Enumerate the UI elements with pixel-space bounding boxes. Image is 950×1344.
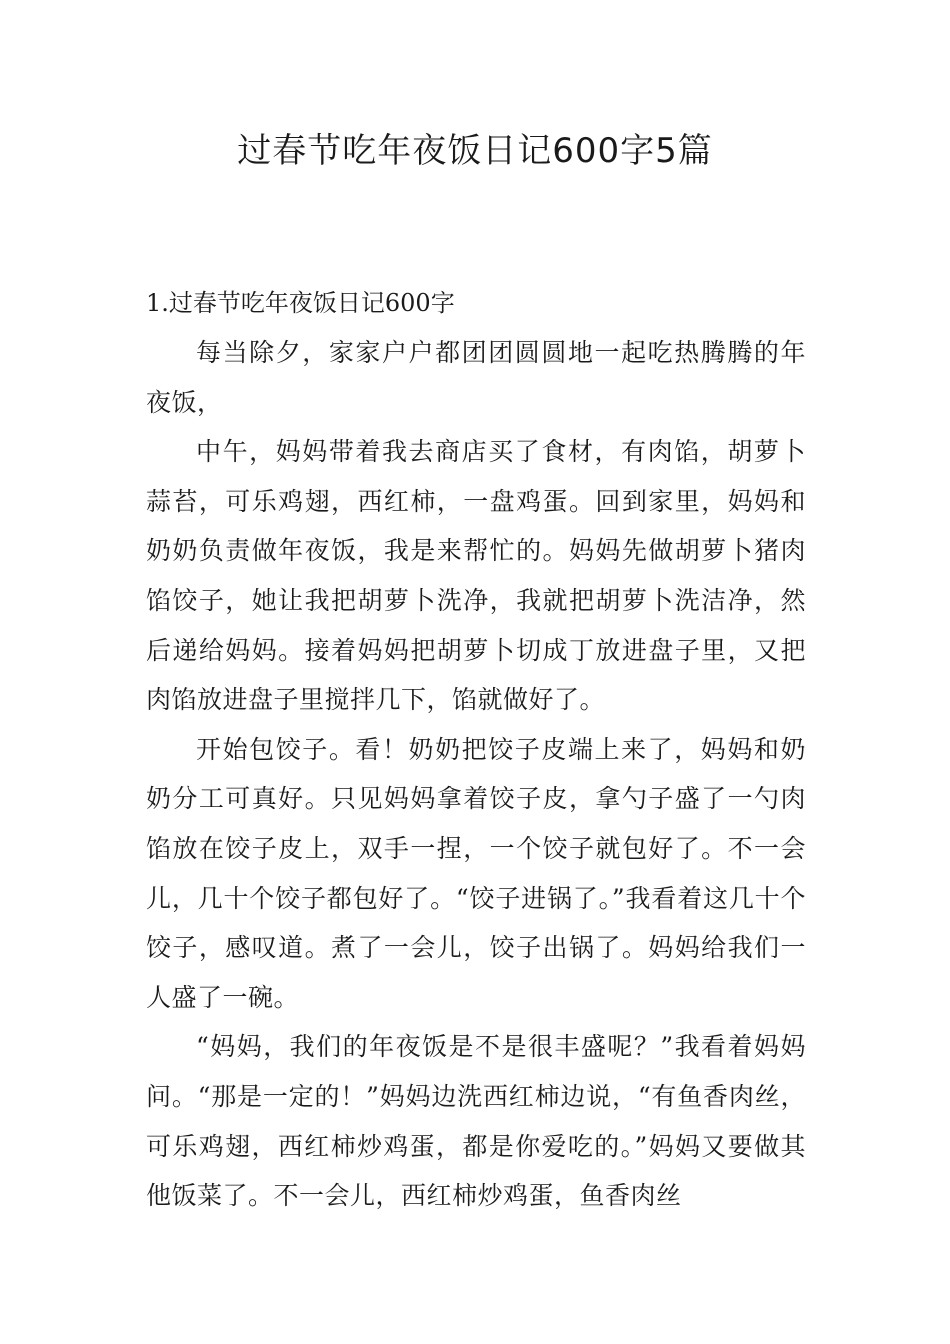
paragraph-4: “妈妈，我们的年夜饭是不是很丰盛呢？”我看着妈妈问。“那是一定的！”妈妈边洗西红柿边说，“有鱼香肉丝，可乐鸡翅，西红柿炒鸡蛋，都是你爱吃的。”妈妈又要做其他饭菜了。不一会儿，西红柿炒鸡蛋，鱼香肉丝 xyxy=(146,1032,806,1211)
paragraph-3: 开始包饺子。看！奶奶把饺子皮端上来了，妈妈和奶奶分工可真好。只见妈妈拿着饺子皮，拿勺子盛了一勺肉馅放在饺子皮上，双手一捏，一个饺子就包好了。不一会儿，几十个饺子都包好了。“饺子进锅了。”我看着这几十个饺子，感叹道。煮了一会儿，饺子出锅了。妈妈给我们一人盛了一碗。 xyxy=(146,734,806,1012)
document-title: 过春节吃年夜饭日记600字5篇 xyxy=(237,131,713,171)
paragraph-1: 每当除夕，家家户户都团团圆圆地一起吃热腾腾的年夜饭， xyxy=(146,338,806,417)
section-heading: 1.过春节吃年夜饭日记600字 xyxy=(146,289,455,317)
paragraph-2: 中午，妈妈带着我去商店买了食材，有肉馅，胡萝卜蒜苔，可乐鸡翅，西红柿，一盘鸡蛋。回到家里，妈妈和奶奶负责做年夜饭，我是来帮忙的。妈妈先做胡萝卜猪肉馅饺子，她让我把胡萝卜洗净，我就把胡萝卜洗洁净，然后递给妈妈。接着妈妈把胡萝卜切成丁放进盘子里，又把肉馅放进盘子里搅拌几下，馅就做好了。 xyxy=(146,437,806,715)
document-body xyxy=(146,279,806,1221)
